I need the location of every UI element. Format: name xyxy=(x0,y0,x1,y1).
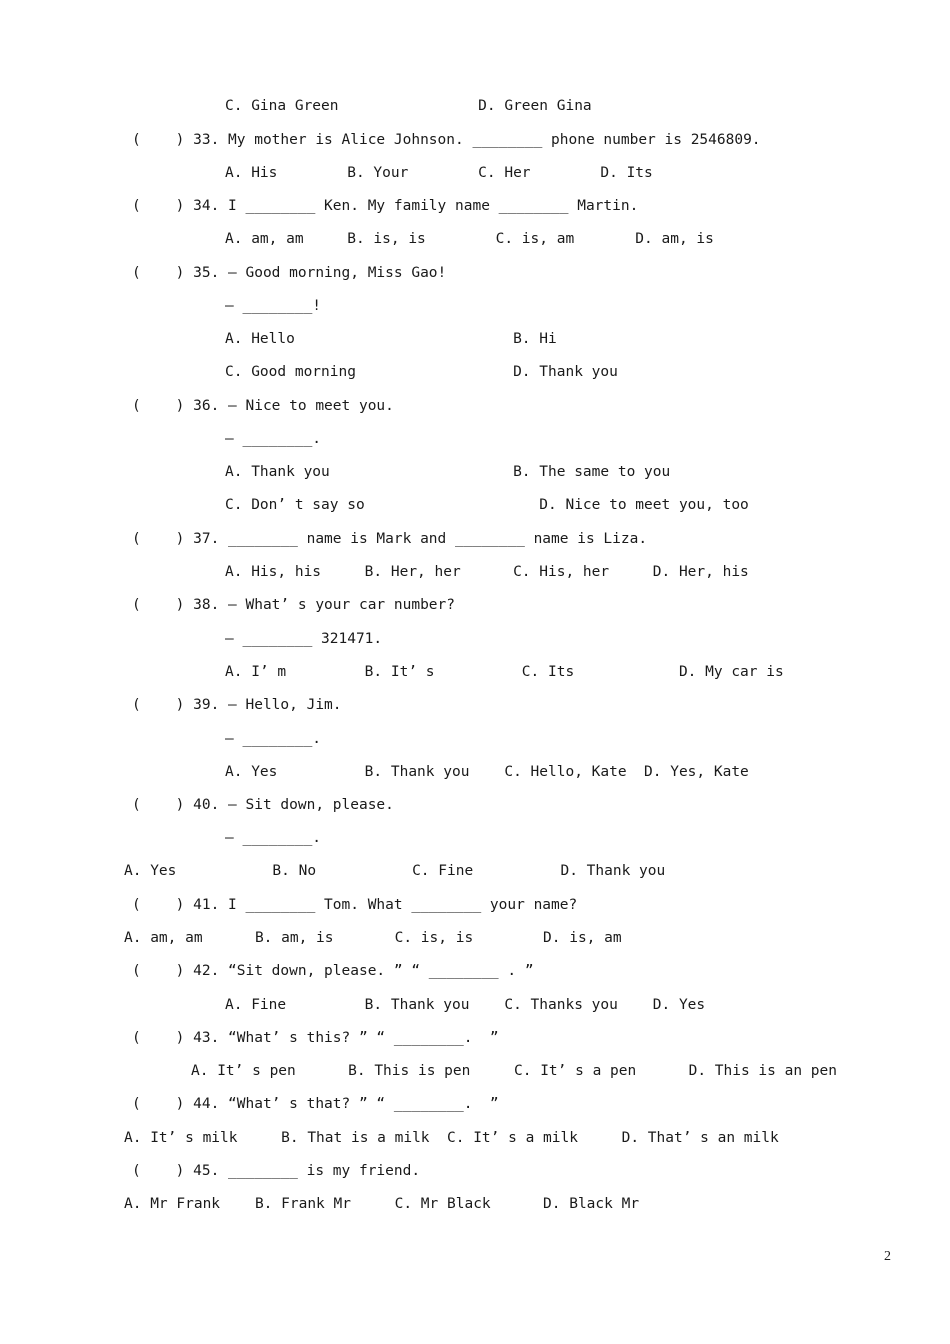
q35-options-ab: A. Hello B. Hi xyxy=(225,331,557,347)
q43-stem: ( ) 43. “What’ s this? ” “ ________. ” xyxy=(132,1030,499,1046)
q41-options: A. am, am B. am, is C. is, is D. is, am xyxy=(124,930,622,946)
q36-options-cd: C. Don’ t say so D. Nice to meet you, too xyxy=(225,497,749,513)
q42-options: A. Fine B. Thank you C. Thanks you D. Yes xyxy=(225,997,706,1013)
q39-stem: ( ) 39. — Hello, Jim. xyxy=(132,697,342,713)
q39-options: A. Yes B. Thank you C. Hello, Kate D. Yes, Kate xyxy=(225,764,749,780)
q35-options-cd: C. Good morning D. Thank you xyxy=(225,364,618,380)
q35-response: — ________! xyxy=(225,298,322,314)
q45-stem: ( ) 45. ________ is my friend. xyxy=(132,1163,421,1179)
q34-stem: ( ) 34. I ________ Ken. My family name ________ Martin. xyxy=(132,198,639,214)
q44-stem: ( ) 44. “What’ s that? ” “ ________. ” xyxy=(132,1096,499,1112)
q36-options-ab: A. Thank you B. The same to you xyxy=(225,464,671,480)
q40-stem: ( ) 40. — Sit down, please. xyxy=(132,797,394,813)
q38-options: A. I’ m B. It’ s C. Its D. My car is xyxy=(225,664,784,680)
q37-options: A. His, his B. Her, her C. His, her D. Her, his xyxy=(225,564,749,580)
q34-options: A. am, am B. is, is C. is, am D. am, is xyxy=(225,231,714,247)
q35-stem: ( ) 35. — Good morning, Miss Gao! xyxy=(132,265,447,281)
q36-response: — ________. xyxy=(225,431,322,447)
q42-stem: ( ) 42. “Sit down, please. ” “ ________ . ” xyxy=(132,963,534,979)
q36-stem: ( ) 36. — Nice to meet you. xyxy=(132,398,394,414)
q39-response: — ________. xyxy=(225,731,322,747)
q38-response: — ________ 321471. xyxy=(225,631,383,647)
q40-response: — ________. xyxy=(225,830,322,846)
q32-options-cd: C. Gina Green D. Green Gina xyxy=(225,98,592,114)
q38-stem: ( ) 38. — What’ s your car number? xyxy=(132,597,456,613)
page-number: 2 xyxy=(884,1249,891,1264)
q33-stem: ( ) 33. My mother is Alice Johnson. ________ phone number is 2546809. xyxy=(132,132,761,148)
q45-options: A. Mr Frank B. Frank Mr C. Mr Black D. Black Mr xyxy=(124,1196,640,1212)
q37-stem: ( ) 37. ________ name is Mark and ________ name is Liza. xyxy=(132,531,648,547)
q33-options: A. His B. Your C. Her D. Its xyxy=(225,165,653,181)
q43-options: A. It’ s pen B. This is pen C. It’ s a pen D. This is an pen xyxy=(191,1063,838,1079)
q41-stem: ( ) 41. I ________ Tom. What ________ your name? xyxy=(132,897,578,913)
q44-options: A. It’ s milk B. That is a milk C. It’ s a milk D. That’ s an milk xyxy=(124,1130,779,1146)
q40-options: A. Yes B. No C. Fine D. Thank you xyxy=(124,863,666,879)
